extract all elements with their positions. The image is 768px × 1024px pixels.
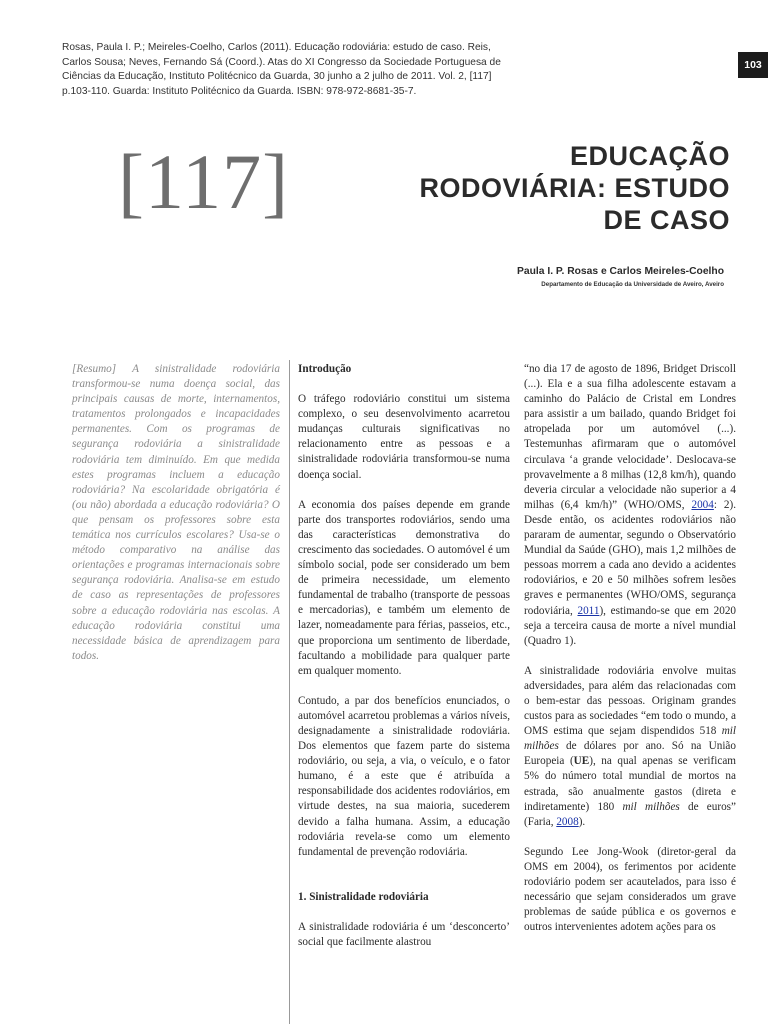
text-run: “no dia 17 de agosto de 1896, Bridget Driscoll (...). Ela e a sua filha adolescente estavam a caminho do Palácio de Cristal em Londres para assistir a um bailado, quando Bridget foi atropelada por um automóvel (...). Testemunhas afirmaram que o automóvel circulava ‘a grande velocidade’. Deslocava-se provavelmente a 8 milhas (12,8 km/h), quando deveria circular a velocidade não superior a 4 milhas (6,4 km/h)” (WHO/OMS, <box>524 363 736 511</box>
paragraph: A sinistralidade rodoviária é um ‘desconcerto’ social que facilmente alastrou <box>298 920 510 948</box>
text-run: ), estimando-se que em 2020 seja a terceira causa de morte a nível mundial (Quadro 1). <box>524 604 737 647</box>
middle-column <box>298 362 510 965</box>
heading-section-1: 1. Sinistralidade rodoviária <box>298 890 429 903</box>
text-run: de dólares por ano. Só na União Europeia ( <box>524 740 736 768</box>
title-line-2: RODOVIÁRIA: ESTUDO <box>419 173 730 203</box>
abstract: [Resumo] A sinistralidade rodoviária transformou-se numa doença social, das principais causas de morte, internamentos, tratamentos prolongados e incapacidades permanentes. Com os programas de segurança rodoviária a sinistralidade rodoviária tem diminuído. Em que medida estes programas incluem a educação rodoviária? Na escolaridade obrigatória é (ou não) abordada a educação rodoviária? O que pensam os professores sobre esta temática nos currículos escolares? Usa-se o método comparativo na análise das orientações e programas internacionais sobre segurança rodoviária. Analisa-se em estudo de caso as representações de professores sobre a educação rodoviária nas escolas. A educação rodoviária constitui uma necessidade básica de aprendizagem para todos. <box>72 363 280 662</box>
column-divider <box>289 360 290 1024</box>
reference-link-2004[interactable]: 2004 <box>691 498 714 511</box>
title-line-3: DE CASO <box>603 205 730 235</box>
paragraph: O tráfego rodoviário constitui um sistema complexo, o seu desenvolvimento acarretou mudanças culturais significativas no relacionamento entre as pessoas e a sinistralidade rodoviária transformou-se numa doença social. <box>298 393 510 481</box>
paper-title <box>330 140 730 236</box>
chapter-number: [117] <box>118 138 290 225</box>
paragraph <box>524 362 736 649</box>
title-line-1: EDUCAÇÃO <box>569 141 730 171</box>
citation-header: Rosas, Paula I. P.; Meireles-Coelho, Carlos (2011). Educação rodoviária: estudo de caso. Reis, Carlos Sousa; Neves, Fernando Sá (Coord.). Atas do XI Congresso da Sociedade Portuguesa de Ciências da Educação, Instituto Politécnico da Guarda, 30 junho a 2 julho de 2011. Vol. 2, [117] p.103-110. Guarda: Instituto Politécnico da Guarda. ISBN: 978-972-8681-35-7. <box>62 42 501 97</box>
heading-introduction: Introdução <box>298 363 352 375</box>
italic-run: mil milhões <box>622 800 680 813</box>
page-number-badge: 103 <box>738 52 768 78</box>
paragraph: A economia dos países depende em grande parte dos transportes rodoviários, sendo uma das características demonstrativa do crescimento das sociedades. O automóvel é um símbolo social, pode ser considerado um bem de primeira necessidade, um elemento fundamental de trabalho (transporte de pessoas e mercadorias), e também um elemento de lazer, nomeadamente para férias, passeios, etc., que proporciona um sentimento de liberdade, facultando a mobilidade para qualquer parte em qualquer momento. <box>298 498 510 677</box>
paragraph <box>524 664 736 830</box>
bold-run: UE <box>573 755 590 768</box>
right-column <box>524 362 736 950</box>
text-run: ). <box>578 815 586 828</box>
affiliation: Departamento de Educação da Universidade de Aveiro, Aveiro <box>541 281 724 288</box>
authors: Paula I. P. Rosas e Carlos Meireles-Coelho <box>517 266 724 277</box>
paragraph: Contudo, a par dos benefícios enunciados, o automóvel acarretou problemas a vários níveis, designadamente a sinistralidade rodoviária. Dos elementos que fazem parte do sistema rodoviário, ou seja, a via, o veículo, e o fator humano, é a este que é atribuída a responsabilidade dos acidentes rodoviários, em virtude destes, na sua maioria, sucederem devido a falha humana. Assim, a educação rodoviária revela-se como um elemento fundamental de prevenção rodoviária. <box>298 694 510 858</box>
italic-run: mil milhões <box>524 725 736 753</box>
text-run: A sinistralidade rodoviária envolve muitas adversidades, para além das relacionadas com o bem-estar das pessoas. Originam grandes custos para as sociedades “em todo o mundo, a OMS estima que sejam dispendidos 518 <box>524 664 736 738</box>
reference-link-2008[interactable]: 2008 <box>556 815 579 828</box>
text-run: de euros” (Faria, <box>524 800 736 828</box>
text-run: : 2). Desde então, os acidentes rodoviários não pararam de aumentar, segundo o Observatório Mundial da Saúde (GHO), mais 1,2 milhões de pessoas morrem a cada ano devido a acidentes rodoviários, e 20 e 50 milhões sofrem lesões graves e permanentes (WHO/OMS, segurança rodoviária, <box>524 498 736 617</box>
text-run: ), na qual apenas se verificam 5% do número total mundial de mortos na estrada, são anualmente gastos (direta e indiretamente) 180 <box>524 755 736 813</box>
paragraph: Segundo Lee Jong-Wook (diretor-geral da OMS em 2004), os ferimentos por acidente rodoviário podem ser acautelados, para isso é necessário que sejam considerados um grave problemas de saúde pública e os governos e outros intervenientes adotem ações para os <box>524 845 736 934</box>
reference-link-2011[interactable]: 2011 <box>577 604 600 617</box>
